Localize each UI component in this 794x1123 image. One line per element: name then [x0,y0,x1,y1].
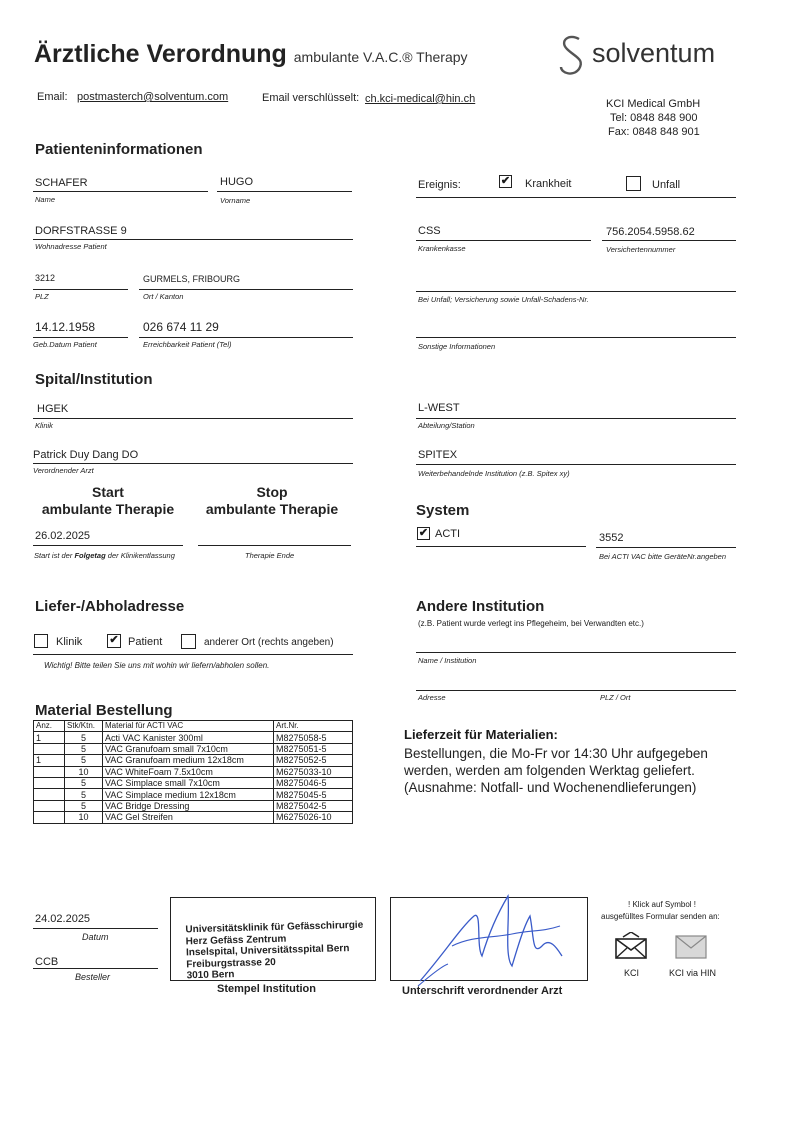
email-label: Email: [37,91,68,103]
material-cell-name: VAC Gel Streifen [103,812,274,823]
send-kci-button[interactable] [615,932,647,965]
material-cell-anz[interactable] [34,789,65,800]
underline [217,191,352,192]
underline [416,291,736,292]
patient-plz-caption: PLZ [35,292,49,301]
underline [416,337,736,338]
andere-name-caption: Name / Institution [418,656,477,665]
andere-adresse-caption: Adresse [418,693,446,702]
stamp-line-3: Inselspital, Universitätsspital Bern [185,943,350,959]
patient-phone[interactable]: 026 674 11 29 [143,320,219,334]
form-title-main: Ärztliche Verordnung [34,40,287,68]
hin-label: KCI via HIN [669,968,717,978]
material-cell-anz[interactable] [34,743,65,754]
acti-checkbox[interactable]: ✔ [418,527,429,539]
material-row [34,732,353,743]
sonstige-caption: Sonstige Informationen [418,342,496,351]
email-enc-label: Email verschlüsselt: [262,92,360,104]
start-caption [34,551,175,560]
material-cell-name: VAC Simplace medium 12x18cm [103,789,274,800]
weiterbehandelnde-caption: Weiterbehandelnde Institution (z.B. Spitex xy) [418,469,570,478]
patient-ort-caption: Ort / Kanton [143,292,184,301]
email-link[interactable]: postmasterch@solventum.com [77,91,229,103]
underline [416,546,586,547]
material-cell-stk: 10 [65,766,103,777]
weiterbehandelnde-value[interactable]: SPITEX [418,449,458,461]
section-andere: Andere Institution [416,598,545,615]
stamp-line-2: Herz Gefäss Zentrum [185,933,287,947]
underline [33,239,353,240]
unfall-checkbox[interactable] [626,176,641,191]
therapie-ende-caption: Therapie Ende [245,551,295,560]
material-cell-stk: 5 [65,777,103,788]
material-row [34,766,353,777]
liefer-patient-checkbox[interactable]: ✔ [107,634,121,648]
signature-caption: Unterschrift verordnender Arzt [402,985,563,997]
material-row [34,812,353,823]
krankheit-label: Krankheit [525,178,572,190]
solventum-logo-icon [555,33,591,79]
stop-therapy-heading [196,484,348,518]
patient-address[interactable]: DORFSTRASSE 9 [35,225,127,237]
material-cell-art: M8275052-5 [274,755,353,766]
patient-ort[interactable]: GURMELS, FRIBOURG [143,274,241,284]
liefer-anderer-checkbox[interactable] [181,634,196,649]
material-cell-art: M8275058-5 [274,732,353,743]
lieferzeit-title: Lieferzeit für Materialien: [404,727,558,742]
material-row [34,789,353,800]
envelope-icon [615,932,647,960]
click-line2: ausgefülltes Formular senden an: [601,912,720,921]
click-line1: ! Klick auf Symbol ! [628,900,697,909]
patient-phone-caption: Erreichbarkeit Patient (Tel) [143,340,232,349]
material-cell-art: M8275051-5 [274,743,353,754]
material-cell-art: M6275026-10 [274,812,353,823]
material-col-anz: Anz. [34,721,65,732]
start-caption-a: Start ist der [34,551,75,560]
arzt-caption: Verordnender Arzt [33,466,94,475]
underline [602,240,736,241]
material-cell-stk: 5 [65,789,103,800]
section-patient: Patienteninformationen [35,141,203,158]
andere-plz-caption: PLZ / Ort [600,693,631,702]
material-cell-anz[interactable] [34,777,65,788]
lieferzeit-line3: (Ausnahme: Notfall- und Wochenendlieferungen) [404,780,697,795]
liefer-anderer-label [204,637,334,648]
underline [416,652,736,653]
start-date[interactable]: 26.02.2025 [35,530,91,542]
liefer-klinik-label: Klinik [56,636,83,648]
versichertennummer[interactable]: 756.2054.5958.62 [606,226,695,238]
material-cell-art: M8275045-5 [274,789,353,800]
acti-label: ACTI [435,528,461,540]
arzt-value[interactable]: Patrick Duy Dang DO [33,449,139,461]
underline [416,418,736,419]
patient-name[interactable]: SCHAFER [35,177,88,189]
material-cell-name: Acti VAC Kanister 300ml [103,732,274,743]
unfall-label: Unfall [652,179,681,191]
liefer-anderer-text: anderer Ort [204,637,256,648]
patient-name-caption: Name [35,195,56,204]
stamp-caption: Stempel Institution [217,983,316,995]
krankenkasse[interactable]: CSS [418,225,441,237]
lieferzeit-line1: Bestellungen, die Mo-Fr vor 14:30 Uhr aufgegeben [404,746,708,761]
underline [198,545,351,546]
material-row [34,743,353,754]
krankheit-checkbox[interactable]: ✔ [500,175,511,187]
material-cell-art: M6275033-10 [274,766,353,777]
envelope-hin-icon [675,934,707,960]
material-cell-art: M8275042-5 [274,800,353,811]
underline [416,240,591,241]
underline [33,654,353,655]
section-system: System [416,502,470,519]
form-title [34,40,468,69]
lieferzeit-text [404,745,708,796]
section-liefer: Liefer-/Abholadresse [35,598,185,615]
lieferzeit-line2: werden, werden am folgenden Werktag geliefert. [404,763,695,778]
liefer-warning: Wichtig! Bitte teilen Sie uns mit wohin wir liefern/abholen sollen. [44,661,270,670]
underline [416,690,736,691]
patient-vorname[interactable]: HUGO [220,176,253,188]
material-row [34,755,353,766]
underline [33,928,158,929]
ereignis-label: Ereignis: [418,179,461,191]
send-hin-button[interactable] [675,934,707,965]
company-name: KCI Medical GmbH [606,98,701,110]
company-tel: Tel: 0848 848 900 [610,112,698,124]
patient-plz[interactable]: 3212 [35,273,56,283]
email-enc-link[interactable]: ch.kci-medical@hin.ch [365,93,476,105]
start-therapy-heading [33,484,183,518]
krankenkasse-caption: Krankenkasse [418,244,466,253]
start-line1: Start [92,484,124,500]
material-cell-art: M8275046-5 [274,777,353,788]
underline [139,289,353,290]
underline [139,337,353,338]
start-caption-b: Folgetag [74,551,106,560]
material-col-name: Material für ACTI VAC [103,721,274,732]
form-subtitle: ambulante V.A.C.® Therapy [293,49,468,65]
patient-address-caption: Wohnadresse Patient [35,242,107,251]
underline [33,463,353,464]
material-cell-stk: 5 [65,743,103,754]
abteilung-value[interactable]: L-WEST [418,402,460,414]
material-table [33,720,353,824]
kci-label: KCI [624,968,640,978]
underline [33,545,183,546]
patient-birthdate[interactable]: 14.12.1958 [35,320,96,334]
abteilung-caption: Abteilung/Station [418,421,475,430]
underline [33,337,128,338]
material-cell-stk: 5 [65,732,103,743]
material-row [34,800,353,811]
material-cell-name: VAC WhiteFoam 7.5x10cm [103,766,274,777]
datum-value[interactable]: 24.02.2025 [35,913,91,925]
section-spital: Spital/Institution [35,371,153,388]
stamp-text [185,920,364,982]
underline [33,418,353,419]
material-cell-name: VAC Granufoam small 7x10cm [103,743,274,754]
material-table-body [34,732,353,823]
stop-line1: Stop [256,484,288,500]
material-col-art: Art.Nr. [274,721,353,732]
material-cell-name: VAC Granufoam medium 12x18cm [103,755,274,766]
patient-birthdate-caption: Geb.Datum Patient [33,340,97,349]
patient-vorname-caption: Vorname [220,196,251,205]
stamp-line-4: Freiburgstrasse 20 [186,956,276,970]
section-material: Material Bestellung [35,702,173,719]
besteller-caption: Besteller [75,972,111,982]
material-cell-stk: 5 [65,755,103,766]
underline [416,197,736,198]
liefer-patient-label: Patient [128,636,163,648]
company-fax: Fax: 0848 848 901 [608,126,700,138]
start-caption-c: der Klinikentlassung [105,551,175,560]
brand-name: solventum [592,38,716,68]
datum-caption: Datum [82,932,109,942]
underline [33,289,128,290]
material-cell-name: VAC Simplace small 7x10cm [103,777,274,788]
underline [596,547,736,548]
material-cell-name: VAC Bridge Dressing [103,800,274,811]
underline [33,968,158,969]
stop-line2: ambulante Therapie [205,501,339,517]
geraet-number[interactable]: 3552 [599,532,624,544]
klinik-value[interactable]: HGEK [37,403,69,415]
liefer-anderer-hint: (rechts angeben) [257,637,334,648]
material-cell-stk: 5 [65,800,103,811]
solventum-logo [555,33,591,84]
material-cell-anz[interactable]: 1 [34,732,65,743]
signature-scribble [412,886,572,996]
underline [416,464,736,465]
versichertennummer-caption: Versichertennummer [606,245,676,254]
material-header-row [34,721,353,732]
material-cell-anz[interactable] [34,812,65,823]
besteller-value[interactable]: CCB [35,956,59,968]
material-cell-anz[interactable] [34,766,65,777]
material-row [34,777,353,788]
material-cell-stk: 10 [65,812,103,823]
unfall-versicherung-caption: Bei Unfall; Versicherung sowie Unfall-Schadens-Nr. [418,295,589,304]
material-cell-anz[interactable] [34,800,65,811]
andere-hint: (z.B. Patient wurde verlegt ins Pflegeheim, bei Verwandten etc.) [418,619,644,628]
underline [33,191,208,192]
geraet-caption: Bei ACTI VAC bitte GeräteNr.angeben [599,552,727,561]
start-line2: ambulante Therapie [41,501,175,517]
klinik-caption: Klinik [35,421,53,430]
material-col-stk: Stk/Ktn. [65,721,103,732]
material-cell-anz[interactable]: 1 [34,755,65,766]
stamp-line-1: Universitätsklinik für Gefässchirurgie [185,919,364,936]
liefer-klinik-checkbox[interactable] [34,634,48,648]
stamp-line-5: 3010 Bern [186,969,235,982]
